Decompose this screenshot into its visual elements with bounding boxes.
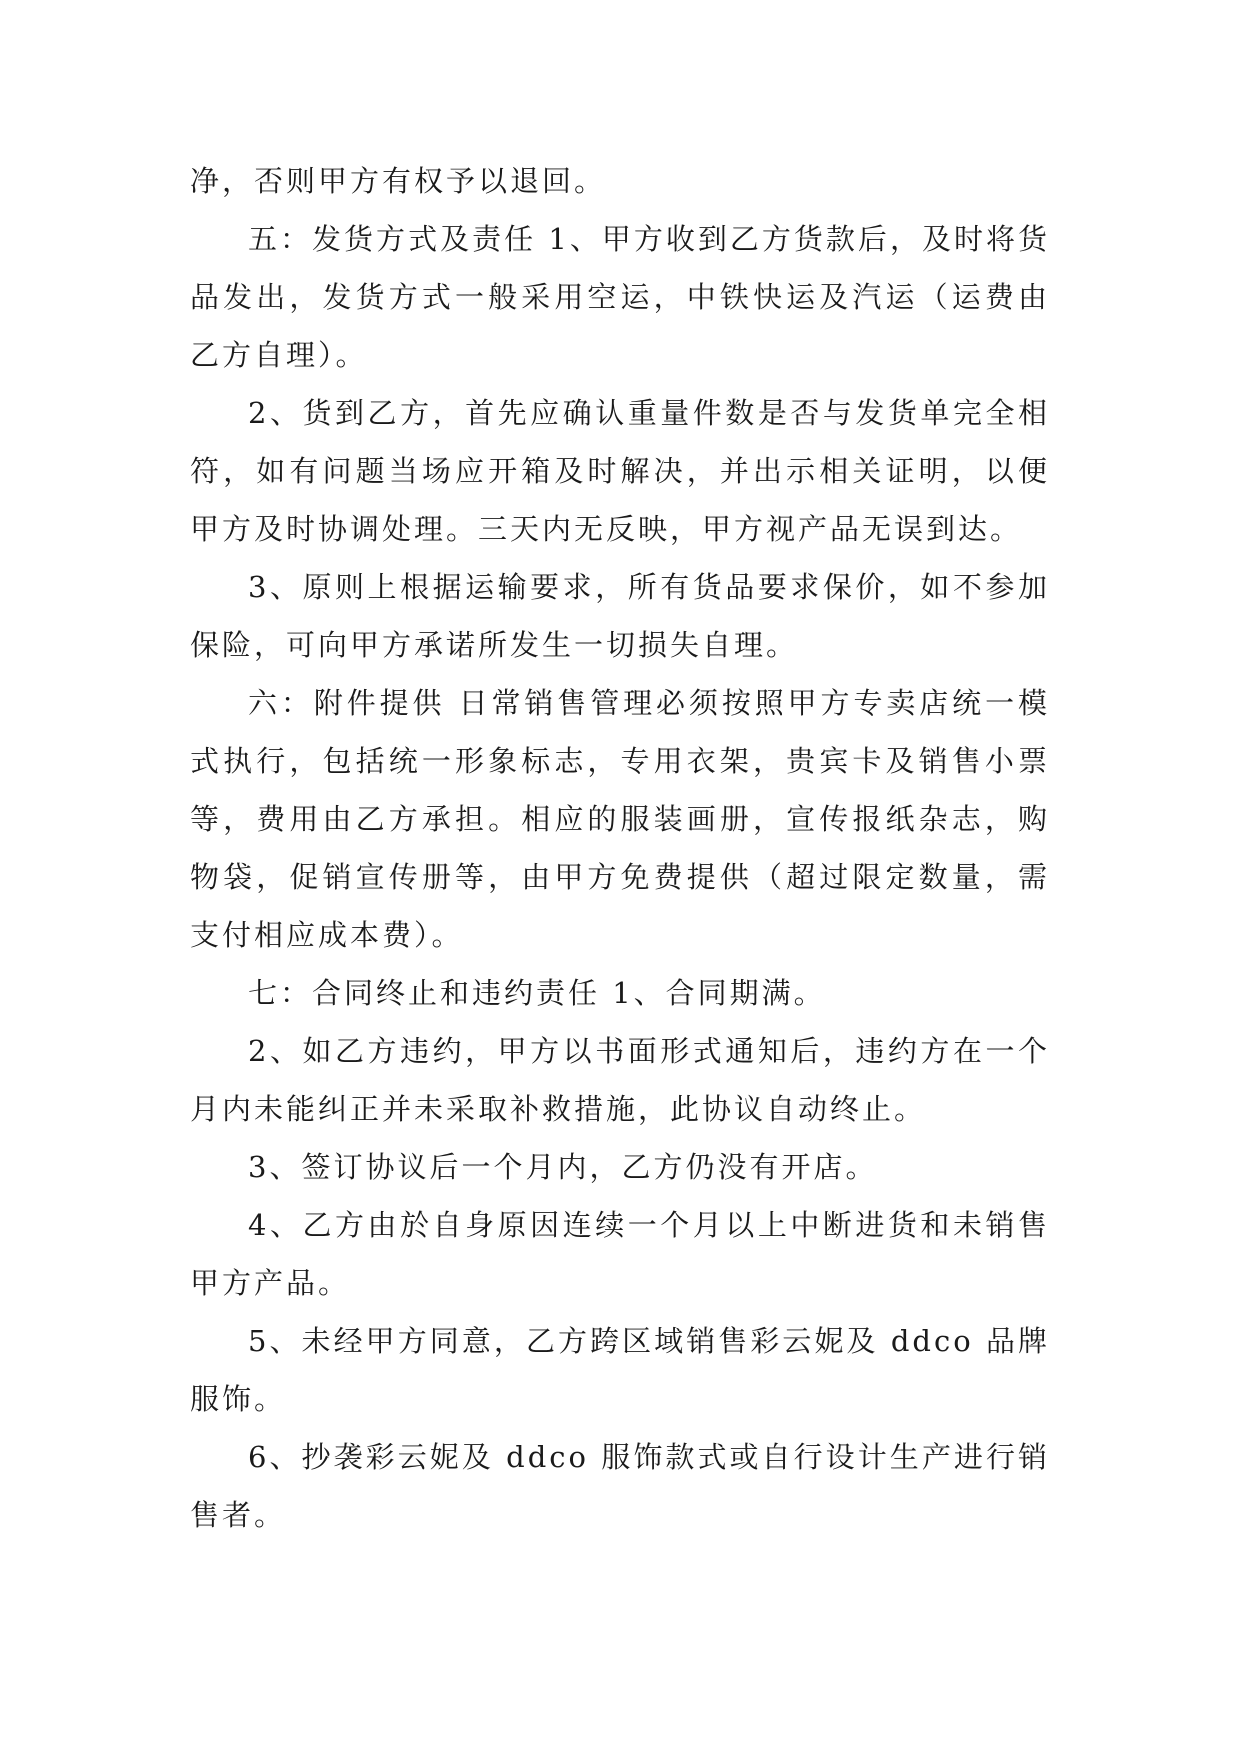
paragraph: 五：发货方式及责任 1、甲方收到乙方货款后，及时将货品发出，发货方式一般采用空运，中铁快运及汽运（运费由乙方自理）。 bbox=[190, 222, 1050, 372]
paragraph: 2、如乙方违约，甲方以书面形式通知后，违约方在一个月内未能纠正并未采取补救措施，此协议自动终止。 bbox=[190, 1034, 1050, 1126]
paragraph: 2、货到乙方，首先应确认重量件数是否与发货单完全相符，如有问题当场应开箱及时解决，并出示相关证明，以便甲方及时协调处理。三天内无反映，甲方视产品无误到达。 bbox=[190, 396, 1050, 546]
document-body bbox=[190, 152, 1050, 1544]
paragraph: 5、未经甲方同意，乙方跨区域销售彩云妮及 ddco 品牌服饰。 bbox=[190, 1324, 1050, 1416]
paragraph: 3、签订协议后一个月内，乙方仍没有开店。 bbox=[248, 1150, 878, 1184]
paragraph: 六：附件提供 日常销售管理必须按照甲方专卖店统一模式执行，包括统一形象标志，专用衣架，贵宾卡及销售小票等，费用由乙方承担。相应的服装画册，宣传报纸杂志，购物袋，促销宣传册等，由甲方免费提供（超过限定数量，需支付相应成本费）。 bbox=[190, 686, 1050, 952]
paragraph: 净，否则甲方有权予以退回。 bbox=[190, 164, 607, 198]
paragraph: 3、原则上根据运输要求，所有货品要求保价，如不参加保险，可向甲方承诺所发生一切损失自理。 bbox=[190, 570, 1050, 662]
paragraph: 七：合同终止和违约责任 1、合同期满。 bbox=[248, 976, 826, 1010]
paragraph: 4、乙方由於自身原因连续一个月以上中断进货和未销售甲方产品。 bbox=[190, 1208, 1050, 1300]
paragraph: 6、抄袭彩云妮及 ddco 服饰款式或自行设计生产进行销售者。 bbox=[190, 1440, 1050, 1532]
